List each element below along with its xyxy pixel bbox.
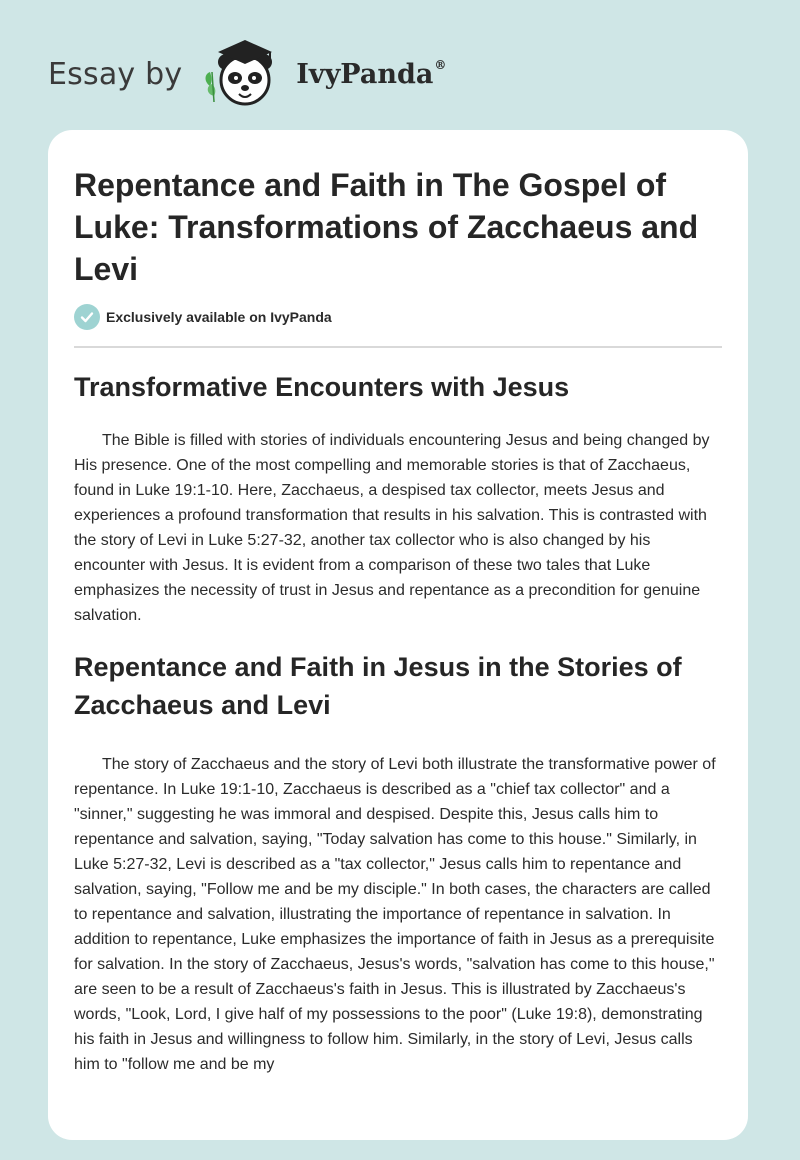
essay-by-label: Essay by [48,56,183,92]
essay-card [48,130,748,1140]
section-paragraph: The Bible is filled with stories of individuals encountering Jesus and being changed by His presence. One of the most compelling and memorable stories is that of Zacchaeus, found in Luke 19:1-10. Here, Zacchaeus, a despised tax collector, meets Jesus and experiences a profound transformation that results in his salvation. This is contrasted with the story of Levi in Luke 5:27-32, another tax collector who is also changed by his encounter with Jesus. It is evident from a comparison of these two tales that Luke emphasizes the necessity of trust in Jesus and repentance as a precondition for genuine salvation. [74,432,710,624]
divider [74,346,722,348]
brand-name[interactable]: IvyPanda® [296,58,447,90]
check-circle-icon [74,304,100,330]
section-heading: Transformative Encounters with Jesus [74,372,570,402]
registered-mark: ® [434,58,447,72]
essay-title: Repentance and Faith in The Gospel of Luke: Transformations of Zacchaeus and Levi [74,167,699,287]
badge-text: Exclusively available on IvyPanda [106,309,332,325]
site-header [48,34,446,114]
panda-graduate-logo-icon[interactable] [200,34,292,114]
section-paragraph: The story of Zacchaeus and the story of Levi both illustrate the transformative power of repentance. In Luke 19:1-10, Zacchaeus is described as a "chief tax collector" and a "sinner," suggesting he was immoral and despised. Despite this, Jesus calls him to repentance and salvation, saying, "Today salvation has come to this house." Similarly, in Luke 5:27-32, Levi is described as a "tax collector," Jesus calls him to repentance and salvation, saying, "Follow me and be my disciple." In both cases, the characters are called to repentance and salvation, illustrating the importance of repentance in salvation. In addition to repentance, Luke emphasizes the importance of faith in Jesus as a prerequisite for salvation. In the story of Zacchaeus, Jesus's words, "salvation has come to this house," are seen to be a result of Zacchaeus's faith in Jesus. This is illustrated by Zacchaeus's words, "Look, Lord, I give half of my possessions to the poor" (Luke 19:8), demonstrating his faith in Jesus and willingness to follow him. Similarly, in the story of Levi, Jesus calls him to "follow me and be my [74,756,716,1073]
exclusive-badge [74,304,722,330]
section-heading: Repentance and Faith in Jesus in the Stories of Zacchaeus and Levi [74,652,682,720]
